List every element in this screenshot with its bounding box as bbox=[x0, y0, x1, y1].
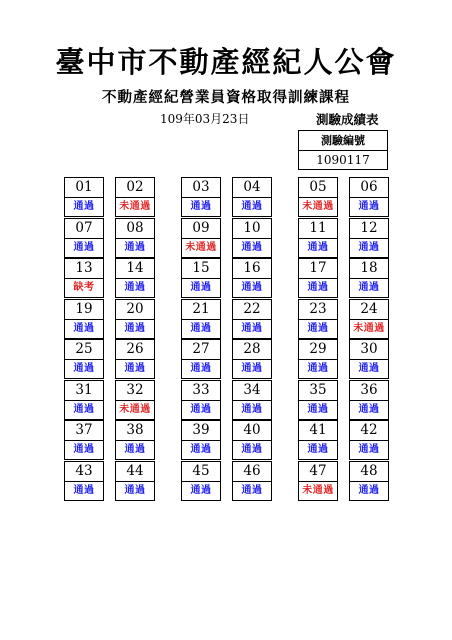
result-status: 通過 bbox=[358, 241, 380, 253]
candidate-number: 31 bbox=[65, 381, 103, 401]
result-status: 通過 bbox=[190, 201, 212, 212]
candidate-number: 36 bbox=[350, 381, 388, 401]
result-status: 未通過 bbox=[302, 201, 334, 212]
result-cell bbox=[232, 380, 272, 420]
result-status: 通過 bbox=[241, 241, 263, 253]
result-cell bbox=[181, 380, 221, 420]
candidate-number: 39 bbox=[182, 421, 220, 441]
result-cell bbox=[298, 299, 338, 339]
result-cell bbox=[181, 218, 221, 258]
candidate-number: 43 bbox=[65, 462, 103, 482]
candidate-number: 12 bbox=[350, 219, 388, 239]
result-cell bbox=[181, 258, 221, 298]
candidate-number: 21 bbox=[182, 300, 220, 320]
candidate-number: 13 bbox=[65, 259, 103, 279]
result-cell bbox=[298, 420, 338, 460]
result-status: 通過 bbox=[124, 363, 146, 374]
result-cell bbox=[64, 258, 104, 298]
result-cell bbox=[115, 218, 155, 258]
result-status: 通過 bbox=[190, 363, 212, 374]
result-cell bbox=[115, 258, 155, 298]
result-cell bbox=[115, 380, 155, 420]
result-status: 通過 bbox=[241, 282, 263, 293]
candidate-number: 27 bbox=[182, 340, 220, 360]
result-cell bbox=[349, 299, 389, 339]
candidate-number: 35 bbox=[299, 381, 337, 401]
result-status: 通過 bbox=[241, 363, 263, 374]
candidate-number: 42 bbox=[350, 421, 388, 441]
result-status: 通過 bbox=[307, 322, 329, 334]
result-cell bbox=[64, 339, 104, 379]
candidate-number: 34 bbox=[233, 381, 271, 401]
result-status: 通過 bbox=[124, 484, 146, 496]
result-status: 缺考 bbox=[73, 282, 95, 293]
result-status: 通過 bbox=[241, 403, 263, 415]
candidate-number: 32 bbox=[116, 381, 154, 401]
result-status: 通過 bbox=[241, 484, 263, 496]
result-status: 通過 bbox=[190, 403, 212, 415]
result-cell bbox=[298, 380, 338, 420]
candidate-number: 17 bbox=[299, 259, 337, 279]
result-status: 通過 bbox=[190, 484, 212, 496]
result-cell bbox=[64, 461, 104, 501]
exam-number-label: 測驗編號 bbox=[299, 131, 387, 151]
candidate-number: 46 bbox=[233, 462, 271, 482]
result-cell bbox=[115, 177, 155, 217]
candidate-number: 19 bbox=[65, 300, 103, 320]
candidate-number: 33 bbox=[182, 381, 220, 401]
result-cell bbox=[232, 339, 272, 379]
result-status: 通過 bbox=[307, 403, 329, 415]
result-status: 通過 bbox=[73, 403, 95, 415]
candidate-number: 09 bbox=[182, 219, 220, 239]
candidate-number: 28 bbox=[233, 340, 271, 360]
candidate-number: 14 bbox=[116, 259, 154, 279]
candidate-number: 08 bbox=[116, 219, 154, 239]
result-status: 通過 bbox=[358, 484, 380, 496]
result-status: 通過 bbox=[190, 322, 212, 334]
result-status: 通過 bbox=[307, 241, 329, 253]
result-status: 通過 bbox=[124, 322, 146, 334]
result-status: 通過 bbox=[124, 282, 146, 293]
candidate-number: 10 bbox=[233, 219, 271, 239]
result-cell bbox=[181, 420, 221, 460]
result-status: 未通過 bbox=[353, 322, 385, 334]
result-cell bbox=[64, 299, 104, 339]
result-cell bbox=[298, 218, 338, 258]
result-status: 通過 bbox=[73, 444, 95, 455]
candidate-number: 11 bbox=[299, 219, 337, 239]
candidate-number: 23 bbox=[299, 300, 337, 320]
result-cell bbox=[64, 420, 104, 460]
result-status: 通過 bbox=[358, 363, 380, 374]
result-cell bbox=[298, 339, 338, 379]
result-cell bbox=[181, 339, 221, 379]
result-cell bbox=[232, 299, 272, 339]
course-subtitle: 不動產經紀營業員資格取得訓練課程 bbox=[102, 89, 350, 106]
result-cell bbox=[298, 177, 338, 217]
exam-date: 109年03月23日 bbox=[160, 112, 250, 126]
candidate-number: 38 bbox=[116, 421, 154, 441]
result-cell bbox=[298, 461, 338, 501]
result-cell bbox=[349, 258, 389, 298]
result-status: 通過 bbox=[358, 201, 380, 212]
result-status: 通過 bbox=[358, 444, 380, 455]
result-cell bbox=[115, 420, 155, 460]
result-cell bbox=[349, 218, 389, 258]
result-cell bbox=[349, 339, 389, 379]
candidate-number: 47 bbox=[299, 462, 337, 482]
page-title: 臺中市不動產經紀人公會 bbox=[55, 45, 397, 79]
result-status: 未通過 bbox=[302, 484, 334, 496]
candidate-number: 07 bbox=[65, 219, 103, 239]
candidate-number: 24 bbox=[350, 300, 388, 320]
candidate-number: 18 bbox=[350, 259, 388, 279]
result-cell bbox=[115, 299, 155, 339]
candidate-number: 29 bbox=[299, 340, 337, 360]
result-status: 通過 bbox=[73, 363, 95, 374]
exam-number-box bbox=[298, 130, 388, 170]
result-cell bbox=[232, 461, 272, 501]
result-status: 通過 bbox=[73, 241, 95, 253]
result-status: 通過 bbox=[73, 484, 95, 496]
candidate-number: 03 bbox=[182, 178, 220, 198]
candidate-number: 44 bbox=[116, 462, 154, 482]
result-status: 通過 bbox=[307, 282, 329, 293]
candidate-number: 40 bbox=[233, 421, 271, 441]
exam-number-value: 1090117 bbox=[316, 153, 370, 167]
candidate-number: 37 bbox=[65, 421, 103, 441]
result-status: 通過 bbox=[190, 444, 212, 455]
result-status: 通過 bbox=[124, 241, 146, 253]
result-cell bbox=[232, 258, 272, 298]
candidate-number: 20 bbox=[116, 300, 154, 320]
result-status: 未通過 bbox=[185, 241, 217, 253]
result-cell bbox=[298, 258, 338, 298]
result-status: 通過 bbox=[241, 322, 263, 334]
result-cell bbox=[232, 218, 272, 258]
result-status: 未通過 bbox=[119, 201, 151, 212]
result-cell bbox=[349, 177, 389, 217]
result-cell bbox=[349, 380, 389, 420]
candidate-number: 06 bbox=[350, 178, 388, 198]
result-cell bbox=[232, 420, 272, 460]
result-cell bbox=[181, 177, 221, 217]
score-sheet-label: 測驗成績表 bbox=[316, 112, 379, 127]
result-cell bbox=[181, 299, 221, 339]
result-status: 通過 bbox=[73, 322, 95, 334]
result-status: 通過 bbox=[358, 282, 380, 293]
result-status: 通過 bbox=[124, 444, 146, 455]
candidate-number: 48 bbox=[350, 462, 388, 482]
result-status: 通過 bbox=[241, 201, 263, 212]
result-status: 未通過 bbox=[119, 403, 151, 415]
result-status: 通過 bbox=[307, 444, 329, 455]
result-cell bbox=[349, 420, 389, 460]
result-cell bbox=[232, 177, 272, 217]
candidate-number: 45 bbox=[182, 462, 220, 482]
result-cell bbox=[115, 461, 155, 501]
candidate-number: 25 bbox=[65, 340, 103, 360]
result-cell bbox=[64, 380, 104, 420]
result-status: 通過 bbox=[307, 363, 329, 374]
candidate-number: 26 bbox=[116, 340, 154, 360]
result-cell bbox=[64, 177, 104, 217]
result-status: 通過 bbox=[241, 444, 263, 455]
candidate-number: 01 bbox=[65, 178, 103, 198]
result-cell bbox=[64, 218, 104, 258]
result-cell bbox=[181, 461, 221, 501]
result-status: 通過 bbox=[190, 282, 212, 293]
candidate-number: 41 bbox=[299, 421, 337, 441]
candidate-number: 02 bbox=[116, 178, 154, 198]
candidate-number: 22 bbox=[233, 300, 271, 320]
result-cell bbox=[349, 461, 389, 501]
candidate-number: 05 bbox=[299, 178, 337, 198]
candidate-number: 04 bbox=[233, 178, 271, 198]
candidate-number: 16 bbox=[233, 259, 271, 279]
result-status: 通過 bbox=[73, 201, 95, 212]
candidate-number: 15 bbox=[182, 259, 220, 279]
result-cell bbox=[115, 339, 155, 379]
candidate-number: 30 bbox=[350, 340, 388, 360]
result-status: 通過 bbox=[358, 403, 380, 415]
